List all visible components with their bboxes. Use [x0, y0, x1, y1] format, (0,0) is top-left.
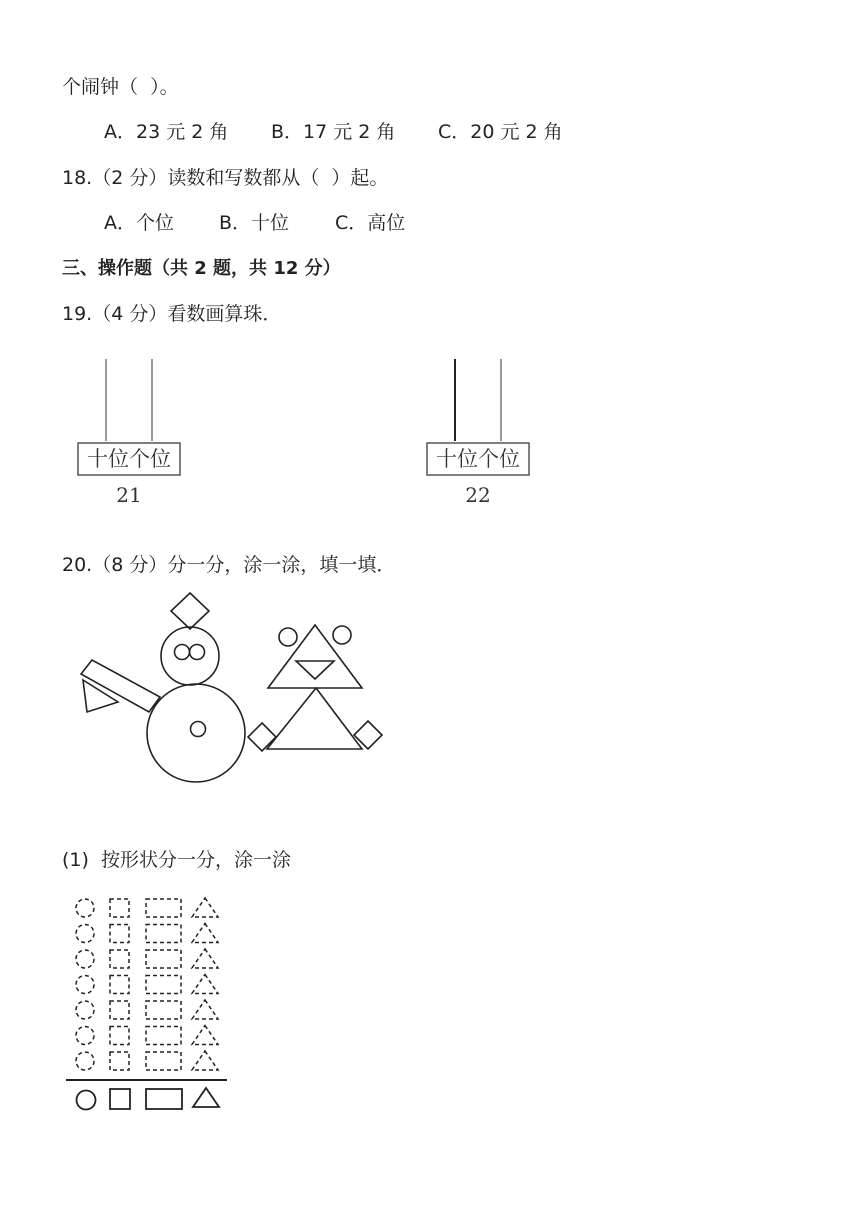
abacus-22 [421, 355, 541, 515]
dashed-square-slot[interactable] [110, 1052, 129, 1070]
dashed-triangle-slot[interactable] [192, 975, 218, 994]
bear-ear-right [333, 626, 351, 644]
dashed-square-slot[interactable] [110, 899, 129, 917]
q17-option-b[interactable]: B．17 元 2 角 [271, 121, 396, 143]
dashed-triangle-slot[interactable] [192, 1051, 218, 1070]
dashed-triangle-slot[interactable] [192, 1000, 218, 1019]
q18-option-c[interactable]: C．高位 [335, 212, 406, 234]
abacus-21-number: 21 [116, 483, 142, 507]
snowman-eye-right [190, 645, 205, 660]
dashed-square-slot[interactable] [110, 976, 129, 994]
q20-text: 20.（8 分）分一分，涂一涂，填一填． [62, 554, 396, 576]
dashed-rectangle-slot[interactable] [146, 976, 181, 994]
snowman-arm-rectangle [81, 660, 160, 712]
dashed-circle-slot[interactable] [76, 925, 94, 943]
dashed-square-slot[interactable] [110, 1001, 129, 1019]
snowman-hand-triangle [83, 680, 118, 712]
dashed-square-slot[interactable] [110, 925, 129, 943]
legend-rectangle-icon [146, 1089, 182, 1109]
bear-nose-triangle [296, 661, 334, 679]
snowman-eye-left [175, 645, 190, 660]
bear-ear-left [279, 628, 297, 646]
snowman-head-circle [161, 627, 219, 685]
q18-option-b[interactable]: B．十位 [219, 212, 290, 234]
dashed-rectangle-slot[interactable] [146, 925, 181, 943]
q17-text: 个闹钟（ ）。 [62, 76, 179, 98]
dashed-circle-slot[interactable] [76, 1052, 94, 1070]
bear-paw-right [354, 721, 382, 749]
abacus-22-number: 22 [465, 483, 491, 507]
bear-head-triangle [268, 625, 362, 688]
dashed-triangle-slot[interactable] [192, 924, 218, 943]
q18-text: 18.（2 分）读数和写数都从（ ）起。 [62, 167, 389, 189]
dashed-rectangle-slot[interactable] [146, 950, 181, 968]
legend-circle-icon [77, 1091, 96, 1110]
abacus-21-label: 十位个位 [87, 447, 171, 471]
dashed-circle-slot[interactable] [76, 1001, 94, 1019]
abacus-21 [72, 355, 192, 515]
abacus-22-label: 十位个位 [436, 447, 520, 471]
dashed-rectangle-slot[interactable] [146, 899, 181, 917]
section-heading: 三、操作题（共 2 题，共 12 分） [62, 258, 341, 279]
snowman-button [191, 722, 206, 737]
dashed-circle-slot[interactable] [76, 1027, 94, 1045]
dashed-triangle-slot[interactable] [192, 949, 218, 968]
snowman-hat-diamond [171, 593, 209, 629]
bear-body-triangle [267, 688, 362, 749]
dashed-square-slot[interactable] [110, 950, 129, 968]
legend-square-icon [110, 1089, 130, 1109]
legend-triangle-icon [193, 1088, 219, 1107]
q17-option-a[interactable]: A．23 元 2 角 [104, 121, 229, 143]
q19-text: 19.（4 分）看数画算珠． [62, 303, 282, 325]
q17-option-c[interactable]: C．20 元 2 角 [438, 121, 563, 143]
dashed-rectangle-slot[interactable] [146, 1001, 181, 1019]
dashed-rectangle-slot[interactable] [146, 1052, 181, 1070]
dashed-circle-slot[interactable] [76, 976, 94, 994]
dashed-triangle-slot[interactable] [192, 1026, 218, 1045]
dashed-circle-slot[interactable] [76, 950, 94, 968]
q20-sub1-text: (1) 按形状分一分，涂一涂 [62, 849, 291, 871]
abacus-21-drawing [72, 355, 192, 515]
bear-paw-left [248, 723, 276, 751]
dashed-circle-slot[interactable] [76, 899, 94, 917]
dashed-triangle-slot[interactable] [192, 898, 218, 917]
abacus-22-drawing [421, 355, 541, 515]
dashed-square-slot[interactable] [110, 1027, 129, 1045]
q18-option-a[interactable]: A．个位 [104, 212, 174, 234]
snowman-body-circle [147, 684, 245, 782]
dashed-rectangle-slot[interactable] [146, 1027, 181, 1045]
